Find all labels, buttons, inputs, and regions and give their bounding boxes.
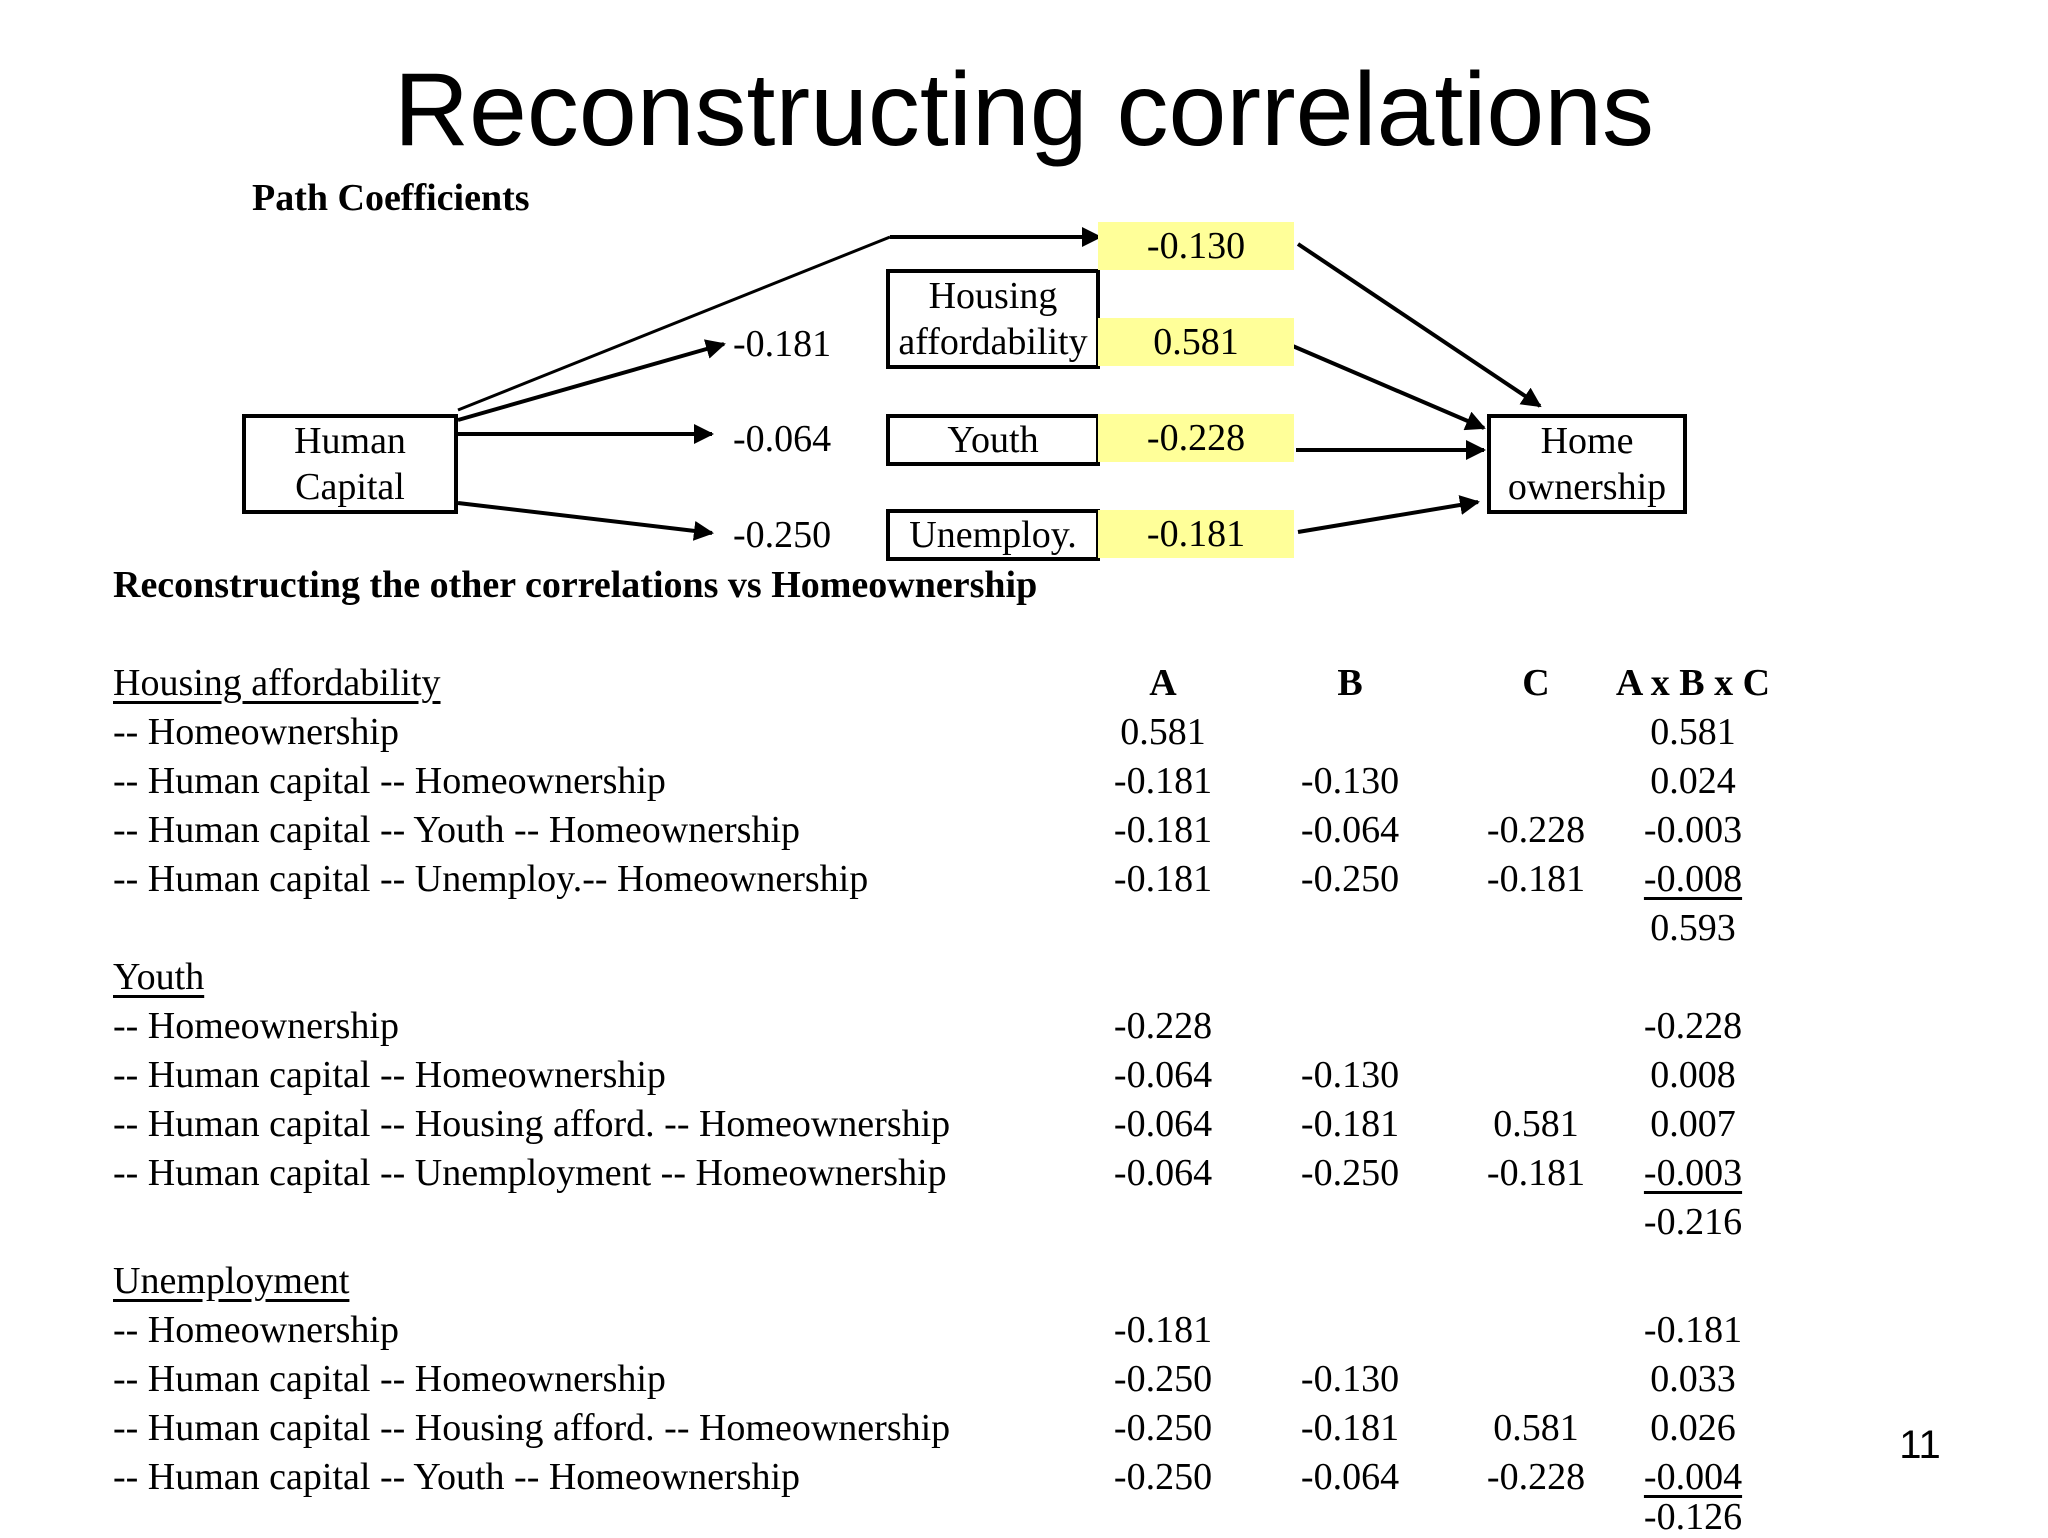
cell-a: 0.581	[1120, 711, 1206, 753]
row-label: -- Human capital -- Youth -- Homeownership	[113, 1456, 801, 1498]
table-row	[113, 757, 1773, 806]
arrow-direct-home	[1298, 244, 1540, 406]
table-row	[113, 1002, 1773, 1051]
node-youth: Youth	[886, 414, 1100, 466]
coef-hc-unemploy: -0.250	[733, 514, 832, 556]
col-header-a: A	[1149, 662, 1177, 704]
cell-b: -0.130	[1300, 1054, 1400, 1096]
row-label: -- Homeownership	[113, 1005, 399, 1047]
cell-a: -0.181	[1113, 760, 1213, 802]
cell-abc: -0.181	[1643, 1309, 1743, 1351]
total-row	[113, 1498, 1773, 1536]
arrow-housing-home	[1288, 344, 1484, 428]
node-home-line2: ownership	[1507, 466, 1667, 508]
node-housing-line2: affordability	[898, 321, 1088, 363]
row-label: -- Human capital -- Youth -- Homeownership	[113, 809, 801, 851]
cell-a: -0.064	[1113, 1103, 1213, 1145]
coef-youth-home: -0.228	[1098, 414, 1294, 462]
section-name: Unemployment	[113, 1260, 350, 1302]
cell-abc: 0.033	[1650, 1358, 1736, 1400]
node-human-capital-line2: Capital	[295, 466, 405, 508]
arrow-hc-unemploy	[458, 503, 712, 533]
column-header-row	[113, 659, 1773, 708]
cell-a: -0.250	[1113, 1358, 1213, 1400]
section-heading: Reconstructing the other correlations vs Homeownership	[113, 564, 1038, 606]
cell-b: -0.064	[1300, 809, 1400, 851]
cell-abc: 0.026	[1650, 1407, 1736, 1449]
row-label: -- Human capital -- Homeownership	[113, 1358, 666, 1400]
col-header-c: C	[1522, 662, 1550, 704]
cell-a: -0.064	[1113, 1152, 1213, 1194]
coef-direct-home: -0.130	[1098, 222, 1294, 270]
cell-abc: 0.008	[1650, 1054, 1736, 1096]
section-total: 0.593	[1650, 907, 1736, 949]
node-housing-line1: Housing	[928, 275, 1058, 317]
node-home-line1: Home	[1540, 420, 1634, 462]
cell-b: -0.181	[1300, 1103, 1400, 1145]
cell-c: -0.228	[1486, 1456, 1586, 1498]
path-coefficients-heading: Path Coefficients	[252, 177, 530, 219]
table-row	[113, 855, 1773, 904]
cell-a: -0.181	[1113, 1309, 1213, 1351]
row-label: -- Human capital -- Unemployment -- Homeownership	[113, 1152, 947, 1194]
cell-b: -0.250	[1300, 1152, 1400, 1194]
cell-a: -0.181	[1113, 809, 1213, 851]
section-header-row	[113, 953, 1773, 1002]
table-row	[113, 1051, 1773, 1100]
row-label: -- Homeownership	[113, 1309, 399, 1351]
cell-a: -0.181	[1113, 858, 1213, 900]
table-row	[113, 1149, 1773, 1198]
cell-a: -0.228	[1113, 1005, 1213, 1047]
node-human-capital-line1: Human	[294, 420, 406, 462]
cell-abc: -0.228	[1643, 1005, 1743, 1047]
coef-housing-home: 0.581	[1098, 318, 1294, 366]
node-housing-affordability	[886, 269, 1100, 369]
arrow-unemploy-home	[1298, 502, 1478, 532]
cell-abc: -0.008	[1643, 858, 1743, 900]
cell-abc: -0.003	[1643, 809, 1743, 851]
node-unemploy: Unemploy.	[886, 509, 1100, 561]
cell-abc: 0.581	[1650, 711, 1736, 753]
cell-c: 0.581	[1493, 1407, 1579, 1449]
section-name: Housing affordability	[113, 662, 441, 704]
cell-b: -0.250	[1300, 858, 1400, 900]
cell-c: -0.181	[1486, 858, 1586, 900]
row-label: -- Human capital -- Housing afford. -- Homeownership	[113, 1407, 951, 1449]
section-total: -0.216	[1643, 1201, 1743, 1243]
cell-abc: 0.024	[1650, 760, 1736, 802]
cell-abc: 0.007	[1650, 1103, 1736, 1145]
total-row	[113, 904, 1773, 953]
slide-title: Reconstructing correlations	[393, 52, 1655, 168]
row-label: -- Homeownership	[113, 711, 399, 753]
col-header-abc: A x B x C	[1615, 662, 1771, 704]
total-row	[113, 1198, 1773, 1247]
table-row	[113, 1404, 1773, 1453]
table-row	[113, 806, 1773, 855]
cell-abc: -0.003	[1643, 1152, 1743, 1194]
cell-a: -0.064	[1113, 1054, 1213, 1096]
coef-hc-housing: -0.181	[733, 323, 832, 365]
col-header-b: B	[1337, 662, 1363, 704]
cell-c: 0.581	[1493, 1103, 1579, 1145]
cell-abc: -0.004	[1643, 1456, 1743, 1498]
coef-hc-youth: -0.064	[733, 418, 832, 460]
row-label: -- Human capital -- Unemploy.-- Homeownership	[113, 858, 869, 900]
cell-c: -0.181	[1486, 1152, 1586, 1194]
table-row	[113, 1355, 1773, 1404]
section-total: -0.126	[1643, 1496, 1743, 1538]
table-row	[113, 708, 1773, 757]
table-row	[113, 1100, 1773, 1149]
section-name: Youth	[113, 956, 205, 998]
cell-c: -0.228	[1486, 809, 1586, 851]
node-human-capital	[242, 414, 458, 514]
row-label: -- Human capital -- Housing afford. -- Homeownership	[113, 1103, 951, 1145]
table-row	[113, 1453, 1773, 1502]
page-number: 11	[1899, 1423, 1941, 1467]
cell-b: -0.181	[1300, 1407, 1400, 1449]
cell-b: -0.130	[1300, 1358, 1400, 1400]
row-label: -- Human capital -- Homeownership	[113, 1054, 666, 1096]
cell-b: -0.130	[1300, 760, 1400, 802]
cell-b: -0.064	[1300, 1456, 1400, 1498]
row-label: -- Human capital -- Homeownership	[113, 760, 666, 802]
coef-unemploy-home: -0.181	[1098, 510, 1294, 558]
node-home-ownership	[1487, 414, 1687, 514]
section-header-row	[113, 1257, 1773, 1306]
cell-a: -0.250	[1113, 1407, 1213, 1449]
table-row	[113, 1306, 1773, 1355]
cell-a: -0.250	[1113, 1456, 1213, 1498]
